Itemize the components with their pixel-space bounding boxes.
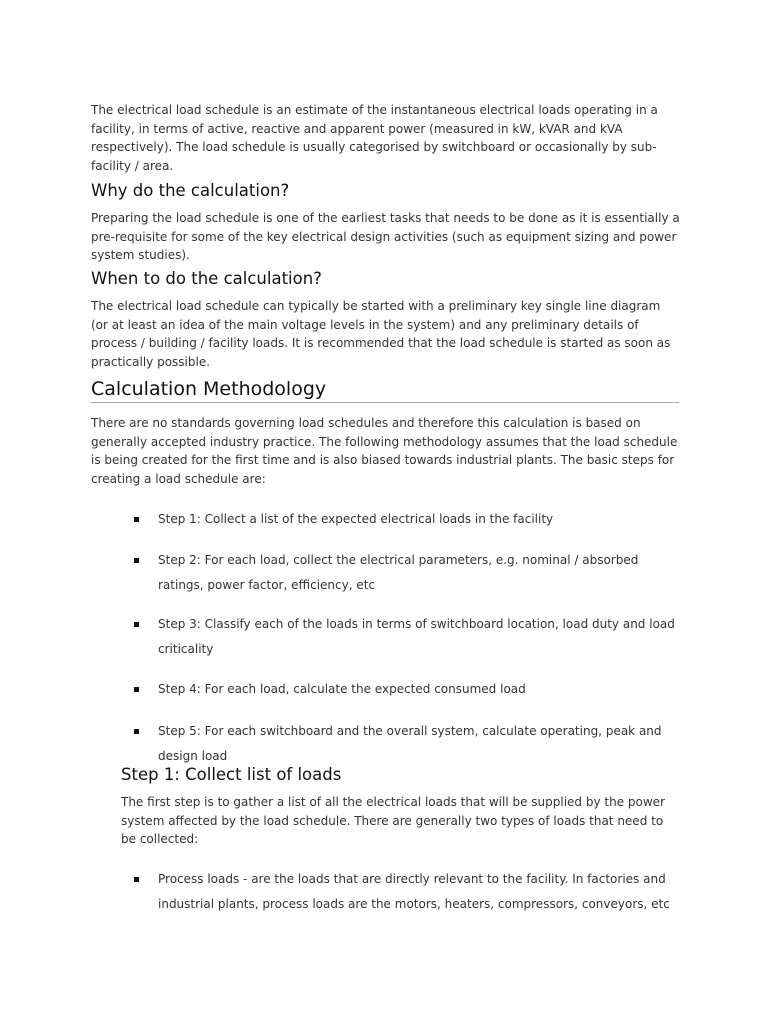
why-heading: Why do the calculation? (91, 181, 290, 200)
intro-paragraph: The electrical load schedule is an estimate of the instantaneous electrical loads operating in a facility, in terms of active, reactive and apparent power (measured in kW, kVAR and kVA respectively). The load schedule is usually categorised by switchboard or occasionally by sub-facility / area. (91, 103, 658, 173)
bullet-icon (134, 729, 139, 734)
step-list-item: Step 4: For each load, calculate the expected consumed load (158, 682, 526, 696)
why-paragraph: Preparing the load schedule is one of the earliest tasks that needs to be done as it is essentially a pre-requisite for some of the key electrical design activities (such as equipment sizing and power system studies). (91, 211, 680, 262)
step1-heading: Step 1: Collect list of loads (121, 765, 342, 784)
bullet-icon (134, 687, 139, 692)
load-type-list-item: Process loads - are the loads that are directly relevant to the facility. In factories and industrial plants, process loads are the motors, heaters, compressors, conveyors, etc (158, 872, 670, 911)
when-paragraph: The electrical load schedule can typically be started with a preliminary key single line diagram (or at least an idea of the main voltage levels in the system) and any preliminary details of process / building / facility loads. It is recommended that the load schedule is started as soon as practically possible. (91, 299, 671, 369)
bullet-icon (134, 558, 139, 563)
bullet-icon (134, 622, 139, 627)
when-heading: When to do the calculation? (91, 269, 322, 288)
bullet-icon (134, 877, 139, 882)
step-list-item: Step 2: For each load, collect the electrical parameters, e.g. nominal / absorbed ratings, power factor, efficiency, etc (158, 553, 639, 592)
methodology-paragraph: There are no standards governing load schedules and therefore this calculation is based on generally accepted industry practice. The following methodology assumes that the load schedule is being created for the first time and is also biased towards industrial plants. The basic steps for creating a load schedule are: (91, 416, 678, 486)
step-list-item: Step 1: Collect a list of the expected electrical loads in the facility (158, 512, 554, 526)
step1-paragraph: The first step is to gather a list of all the electrical loads that will be supplied by the power system affected by the load schedule. There are generally two types of loads that need to be collected: (121, 795, 665, 846)
section-divider (91, 402, 679, 403)
step-list-item: Step 3: Classify each of the loads in terms of switchboard location, load duty and load criticality (158, 617, 675, 656)
step-list-item: Step 5: For each switchboard and the overall system, calculate operating, peak and design load (158, 724, 662, 763)
bullet-icon (134, 517, 139, 522)
methodology-heading: Calculation Methodology (91, 378, 327, 400)
